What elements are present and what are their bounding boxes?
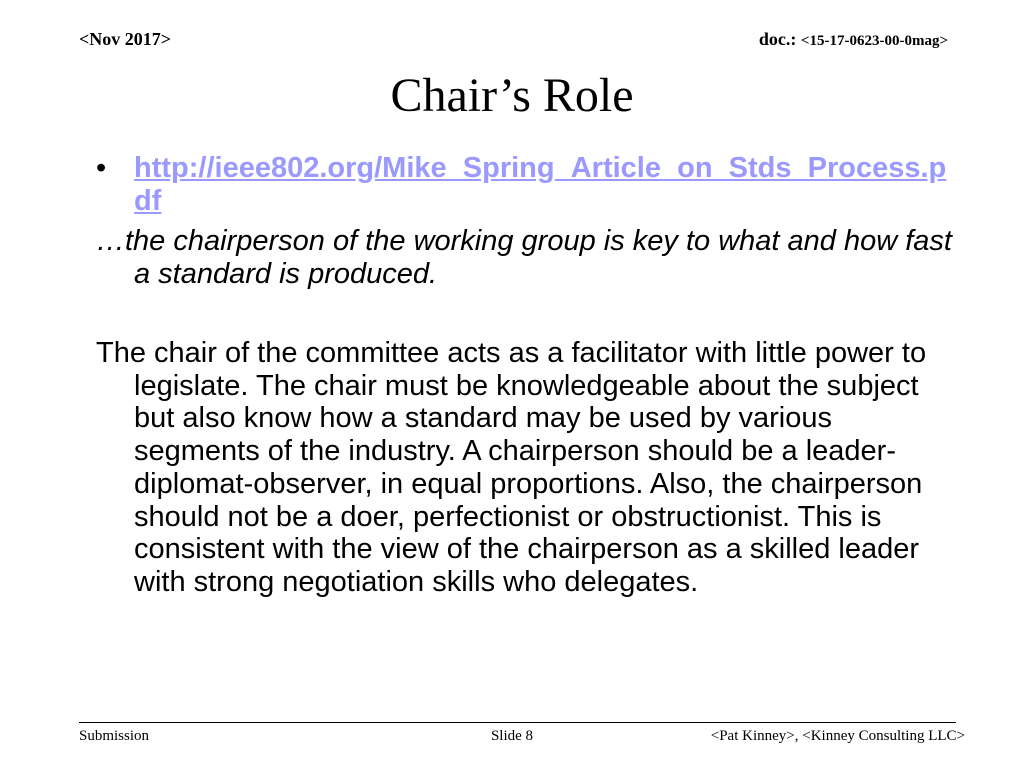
article-link[interactable]: http://ieee802.org/Mike_Spring_Article_on_Stds_Process.pdf — [134, 152, 947, 217]
footer-author: <Pat Kinney>, <Kinney Consulting LLC> — [710, 728, 965, 744]
slide-title: Chair’s Role — [390, 69, 634, 122]
footer-divider — [79, 722, 956, 723]
header-date: <Nov 2017> — [79, 29, 172, 49]
footer-submission: Submission — [79, 728, 150, 744]
header-doc-id: <15-17-0623-00-0mag> — [800, 33, 948, 49]
body-paragraph: The chair of the committee acts as a facilitator with little power to legislate. The chair must be knowledgeable about the subject but also know how a standard may be used by various segments of the industry. A chairperson should be a leader-diplomat-observer, in equal proportions. Also, the chairperson should not be a doer, perfectionist or obstructionist. This is consistent with the view of the chairperson as a skilled leader with strong negotiation skills who delegates. — [96, 337, 927, 598]
slide-body — [96, 152, 956, 599]
bullet-item — [96, 152, 956, 218]
header-doc — [759, 29, 948, 50]
bullet-icon: • — [96, 152, 107, 184]
quote-text: …the chairperson of the working group is key to what and how fast a standard is produced. — [96, 225, 952, 290]
footer-slide-number: Slide 8 — [490, 728, 534, 744]
header-doc-prefix: doc.: — [758, 29, 801, 49]
